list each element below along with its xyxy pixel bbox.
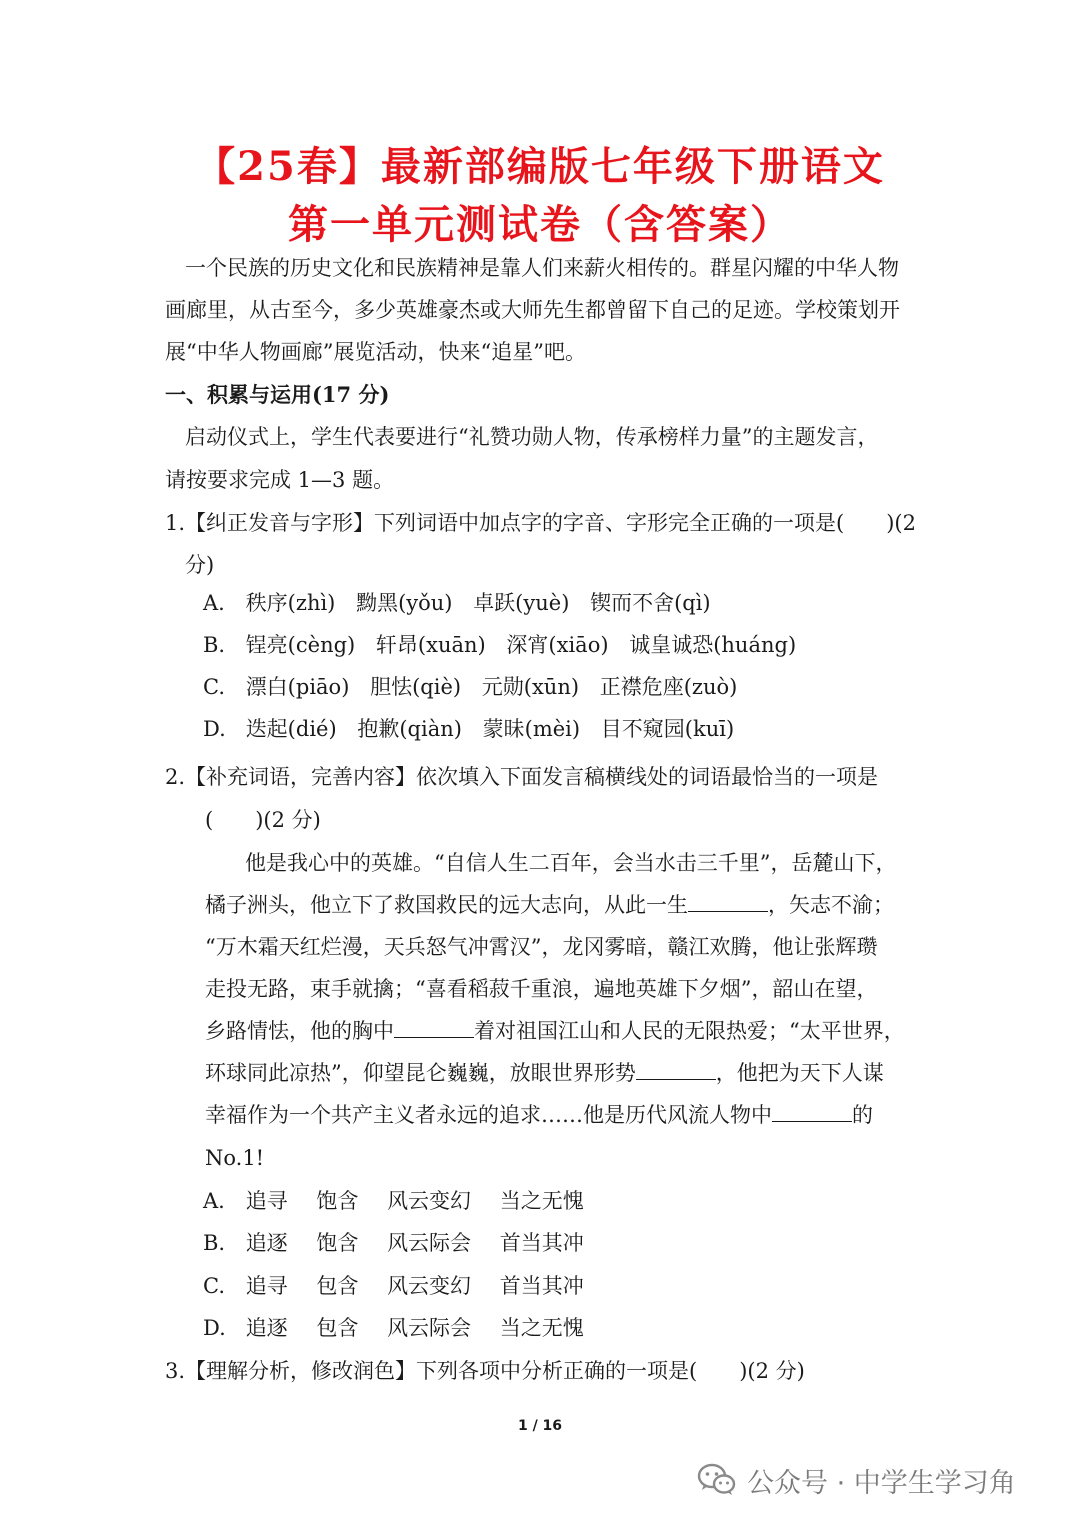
- option-label: C.: [203, 1274, 225, 1298]
- section-heading: 一、积累与运用(17 分): [165, 382, 390, 407]
- option-item: 追逐: [245, 1316, 288, 1340]
- q2-option-b: [203, 1228, 598, 1258]
- watermark: [697, 1460, 1016, 1500]
- option-item: 轩昂(xuān): [375, 633, 486, 657]
- wechat-icon: [697, 1463, 737, 1497]
- passage-text: 的: [852, 1103, 873, 1127]
- q2-option-d: [203, 1313, 598, 1343]
- option-item: 蒙昧(mèi): [482, 717, 581, 741]
- option-item: 当之无愧: [499, 1316, 584, 1340]
- q2-passage-line-8: No.1!: [205, 1146, 265, 1170]
- page-number: 1 / 16: [517, 1418, 563, 1434]
- option-label: C.: [203, 675, 225, 699]
- q1-stem: 1.【纠正发音与字形】下列词语中加点字的字音、字形完全正确的一项是( )(2: [165, 511, 916, 535]
- option-item: 目不窥园(kuī): [600, 717, 735, 741]
- title-line-1: 【25春】最新部编版七年级下册语文: [195, 143, 885, 190]
- option-item: 追寻: [245, 1189, 288, 1213]
- fill-blank: [636, 1059, 716, 1080]
- q1-stem-cont: 分): [185, 553, 215, 577]
- option-item: 首当其冲: [499, 1274, 584, 1298]
- option-label: B.: [203, 633, 226, 657]
- passage-text: 环球同此凉热”，仰望昆仑巍巍，放眼世界形势: [205, 1061, 636, 1085]
- lead-line-2: 请按要求完成 1—3 题。: [165, 468, 395, 492]
- intro-line-3: 展“中华人物画廊”展览活动，快来“追星”吧。: [165, 340, 586, 364]
- q2-passage-line-1: 他是我心中的英雄。“自信人生二百年，会当水击三千里”，岳麓山下，: [245, 851, 897, 875]
- fill-blank: [394, 1017, 474, 1038]
- option-item: 风云变幻: [387, 1274, 472, 1298]
- option-item: 元勋(xūn): [481, 675, 580, 699]
- q2-option-c: [203, 1271, 598, 1301]
- q1-option-c: [203, 672, 751, 702]
- option-item: 卓跃(yuè): [473, 591, 570, 615]
- q2-passage-line-3: “万木霜天红烂漫，天兵怒气冲霄汉”，龙冈雾暗，赣江欢腾，他让张辉瓒: [205, 935, 878, 959]
- passage-text: 乡路情怯，他的胸中: [205, 1019, 394, 1043]
- passage-text: ，他把为天下人谋: [715, 1061, 884, 1085]
- q2-stem: 2.【补充词语，完善内容】依次填入下面发言稿横线处的词语最恰当的一项是: [165, 765, 879, 789]
- passage-text: 橘子洲头，他立下了救国救民的远大志向，从此一生: [205, 893, 688, 917]
- option-item: 迭起(dié): [245, 717, 337, 741]
- option-label: A.: [203, 591, 225, 615]
- option-label: B.: [203, 1231, 226, 1255]
- option-label: D.: [203, 1316, 226, 1340]
- option-item: 锲而不舍(qì): [590, 591, 711, 615]
- watermark-text: 公众号 · 中学生学习角: [747, 1467, 1016, 1499]
- option-item: 深宵(xiāo): [506, 633, 609, 657]
- option-label: A.: [203, 1189, 225, 1213]
- passage-text: 幸福作为一个共产主义者永远的追求……他是历代风流人物中: [205, 1103, 772, 1127]
- option-item: 诚皇诚恐(huáng): [629, 633, 797, 657]
- fill-blank: [772, 1101, 852, 1122]
- q1-option-b: [203, 630, 810, 660]
- option-item: 黝黑(yǒu): [356, 591, 453, 615]
- intro-line-2: 画廊里，从古至今，多少英雄豪杰或大师先生都曾留下自己的足迹。学校策划开: [165, 298, 900, 322]
- option-item: 追寻: [245, 1274, 288, 1298]
- option-item: 风云际会: [387, 1316, 472, 1340]
- option-item: 饱含: [316, 1231, 359, 1255]
- q2-option-a: [203, 1186, 598, 1216]
- option-item: 胆怯(qiè): [370, 675, 462, 699]
- option-item: 抱歉(qiàn): [357, 717, 462, 741]
- option-item: 漂白(piāo): [245, 675, 350, 699]
- title-line-2: 第一单元测试卷（含答案）: [288, 201, 792, 248]
- option-label: D.: [203, 717, 226, 741]
- q1-option-d: [203, 714, 748, 744]
- q3-stem: 3.【理解分析，修改润色】下列各项中分析正确的一项是( )(2 分): [165, 1359, 805, 1383]
- lead-line-1: 启动仪式上，学生代表要进行“礼赞功勋人物，传承榜样力量”的主题发言，: [185, 425, 879, 449]
- option-item: 锃亮(cèng): [245, 633, 356, 657]
- q2-passage-line-6: [205, 1058, 884, 1088]
- intro-line-1: 一个民族的历史文化和民族精神是靠人们来薪火相传的。群星闪耀的中华人物: [185, 256, 899, 280]
- q2-passage-line-2: [205, 890, 894, 920]
- option-item: 追逐: [245, 1231, 288, 1255]
- option-item: 秩序(zhì): [245, 591, 336, 615]
- q2-passage-line-4: 走投无路，束手就擒；“喜看稻菽千重浪，遍地英雄下夕烟”，韶山在望，: [205, 977, 878, 1001]
- option-item: 当之无愧: [499, 1189, 584, 1213]
- option-item: 包含: [316, 1316, 359, 1340]
- option-item: 饱含: [316, 1189, 359, 1213]
- q2-passage-line-7: [205, 1100, 873, 1130]
- q1-option-a: [203, 588, 725, 618]
- passage-text: ，矢志不渝；: [768, 893, 894, 917]
- option-item: 正襟危座(zuò): [599, 675, 738, 699]
- q2-stem-cont: ( )(2 分): [205, 808, 321, 832]
- option-item: 包含: [316, 1274, 359, 1298]
- option-item: 风云际会: [387, 1231, 472, 1255]
- q2-passage-line-5: [205, 1016, 905, 1046]
- fill-blank: [688, 891, 768, 912]
- option-item: 风云变幻: [387, 1189, 472, 1213]
- passage-text: 着对祖国江山和人民的无限热爱；“太平世界，: [474, 1019, 905, 1043]
- option-item: 首当其冲: [499, 1231, 584, 1255]
